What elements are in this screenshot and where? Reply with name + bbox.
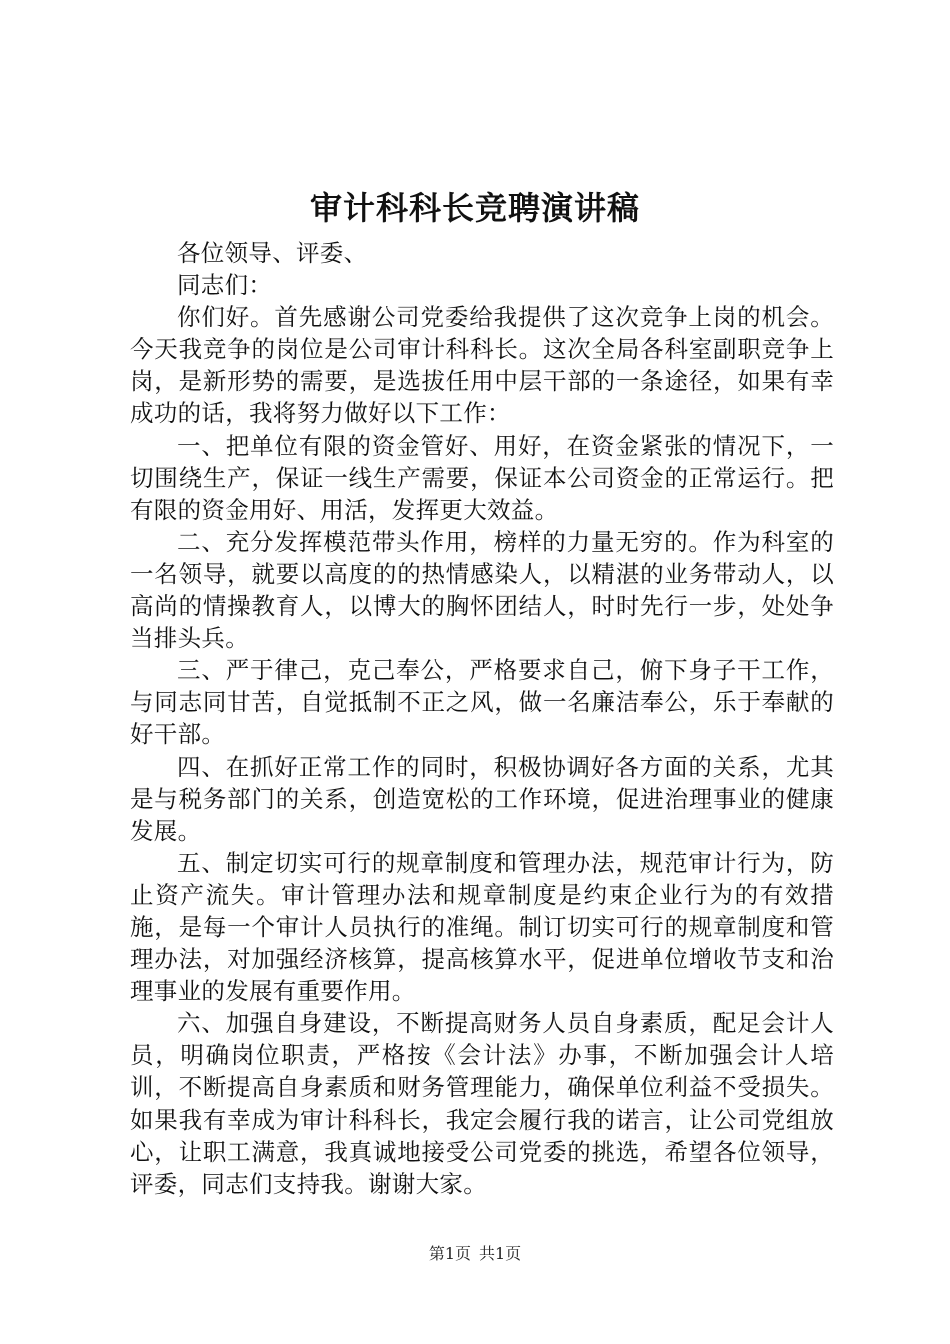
point-2-paragraph: 二、充分发挥模范带头作用，榜样的力量无穷的。作为科室的一名领导，就要以高度的的热情感染人，以精湛的业务带动人，以高尚的情操教育人，以博大的胸怀团结人，时时先行一步，处处争当排头兵。 <box>130 527 834 653</box>
document-body <box>130 237 834 1200</box>
salutation-line-1: 各位领导、评委、 <box>177 239 368 267</box>
intro-paragraph: 你们好。首先感谢公司党委给我提供了这次竞争上岗的机会。今天我竞争的岗位是公司审计科科长。这次全局各科室副职竞争上岗，是新形势的需要，是选拔任用中层干部的一条途径，如果有幸成功的话，我将努力做好以下工作： <box>130 303 834 428</box>
page-number-total: 共1页 <box>479 1244 522 1263</box>
document-title: 审计科科长竞聘演讲稿 <box>309 189 640 227</box>
page-footer <box>0 1244 950 1264</box>
point-5-paragraph: 五、制定切实可行的规章制度和管理办法，规范审计行为，防止资产流失。审计管理办法和规章制度是约束企业行为的有效措施，是每一个审计人员执行的准绳。制订切实可行的规章制度和管理办法，对加强经济核算，提高核算水平，促进单位增收节支和治理事业的发展有重要作用。 <box>130 848 834 1006</box>
point-3-paragraph: 三、严于律己，克己奉公，严格要求自己，俯下身子干工作，与同志同甘苦，自觉抵制不正之风，做一名廉洁奉公，乐于奉献的好干部。 <box>130 656 834 749</box>
salutation-line-2: 同志们： <box>177 271 273 300</box>
point-4-paragraph: 四、在抓好正常工作的同时，积极协调好各方面的关系，尤其是与税务部门的关系，创造宽松的工作环境，促进治理事业的健康发展。 <box>130 752 834 845</box>
point-6-paragraph: 六、加强自身建设，不断提高财务人员自身素质，配足会计人员，明确岗位职责，严格按《会计法》办事，不断加强会计人培训，不断提高自身素质和财务管理能力，确保单位利益不受损失。如果我有幸成为审计科科长，我定会履行我的诺言，让公司党组放心，让职工满意，我真诚地接受公司党委的挑选，希望各位领导，评委，同志们支持我。谢谢大家。 <box>130 1009 834 1198</box>
point-1-paragraph: 一、把单位有限的资金管好、用好，在资金紧张的情况下，一切围绕生产，保证一线生产需要，保证本公司资金的正常运行。把有限的资金用好、用活，发挥更大效益。 <box>130 431 834 524</box>
page-number-current: 第1页 <box>428 1244 471 1263</box>
